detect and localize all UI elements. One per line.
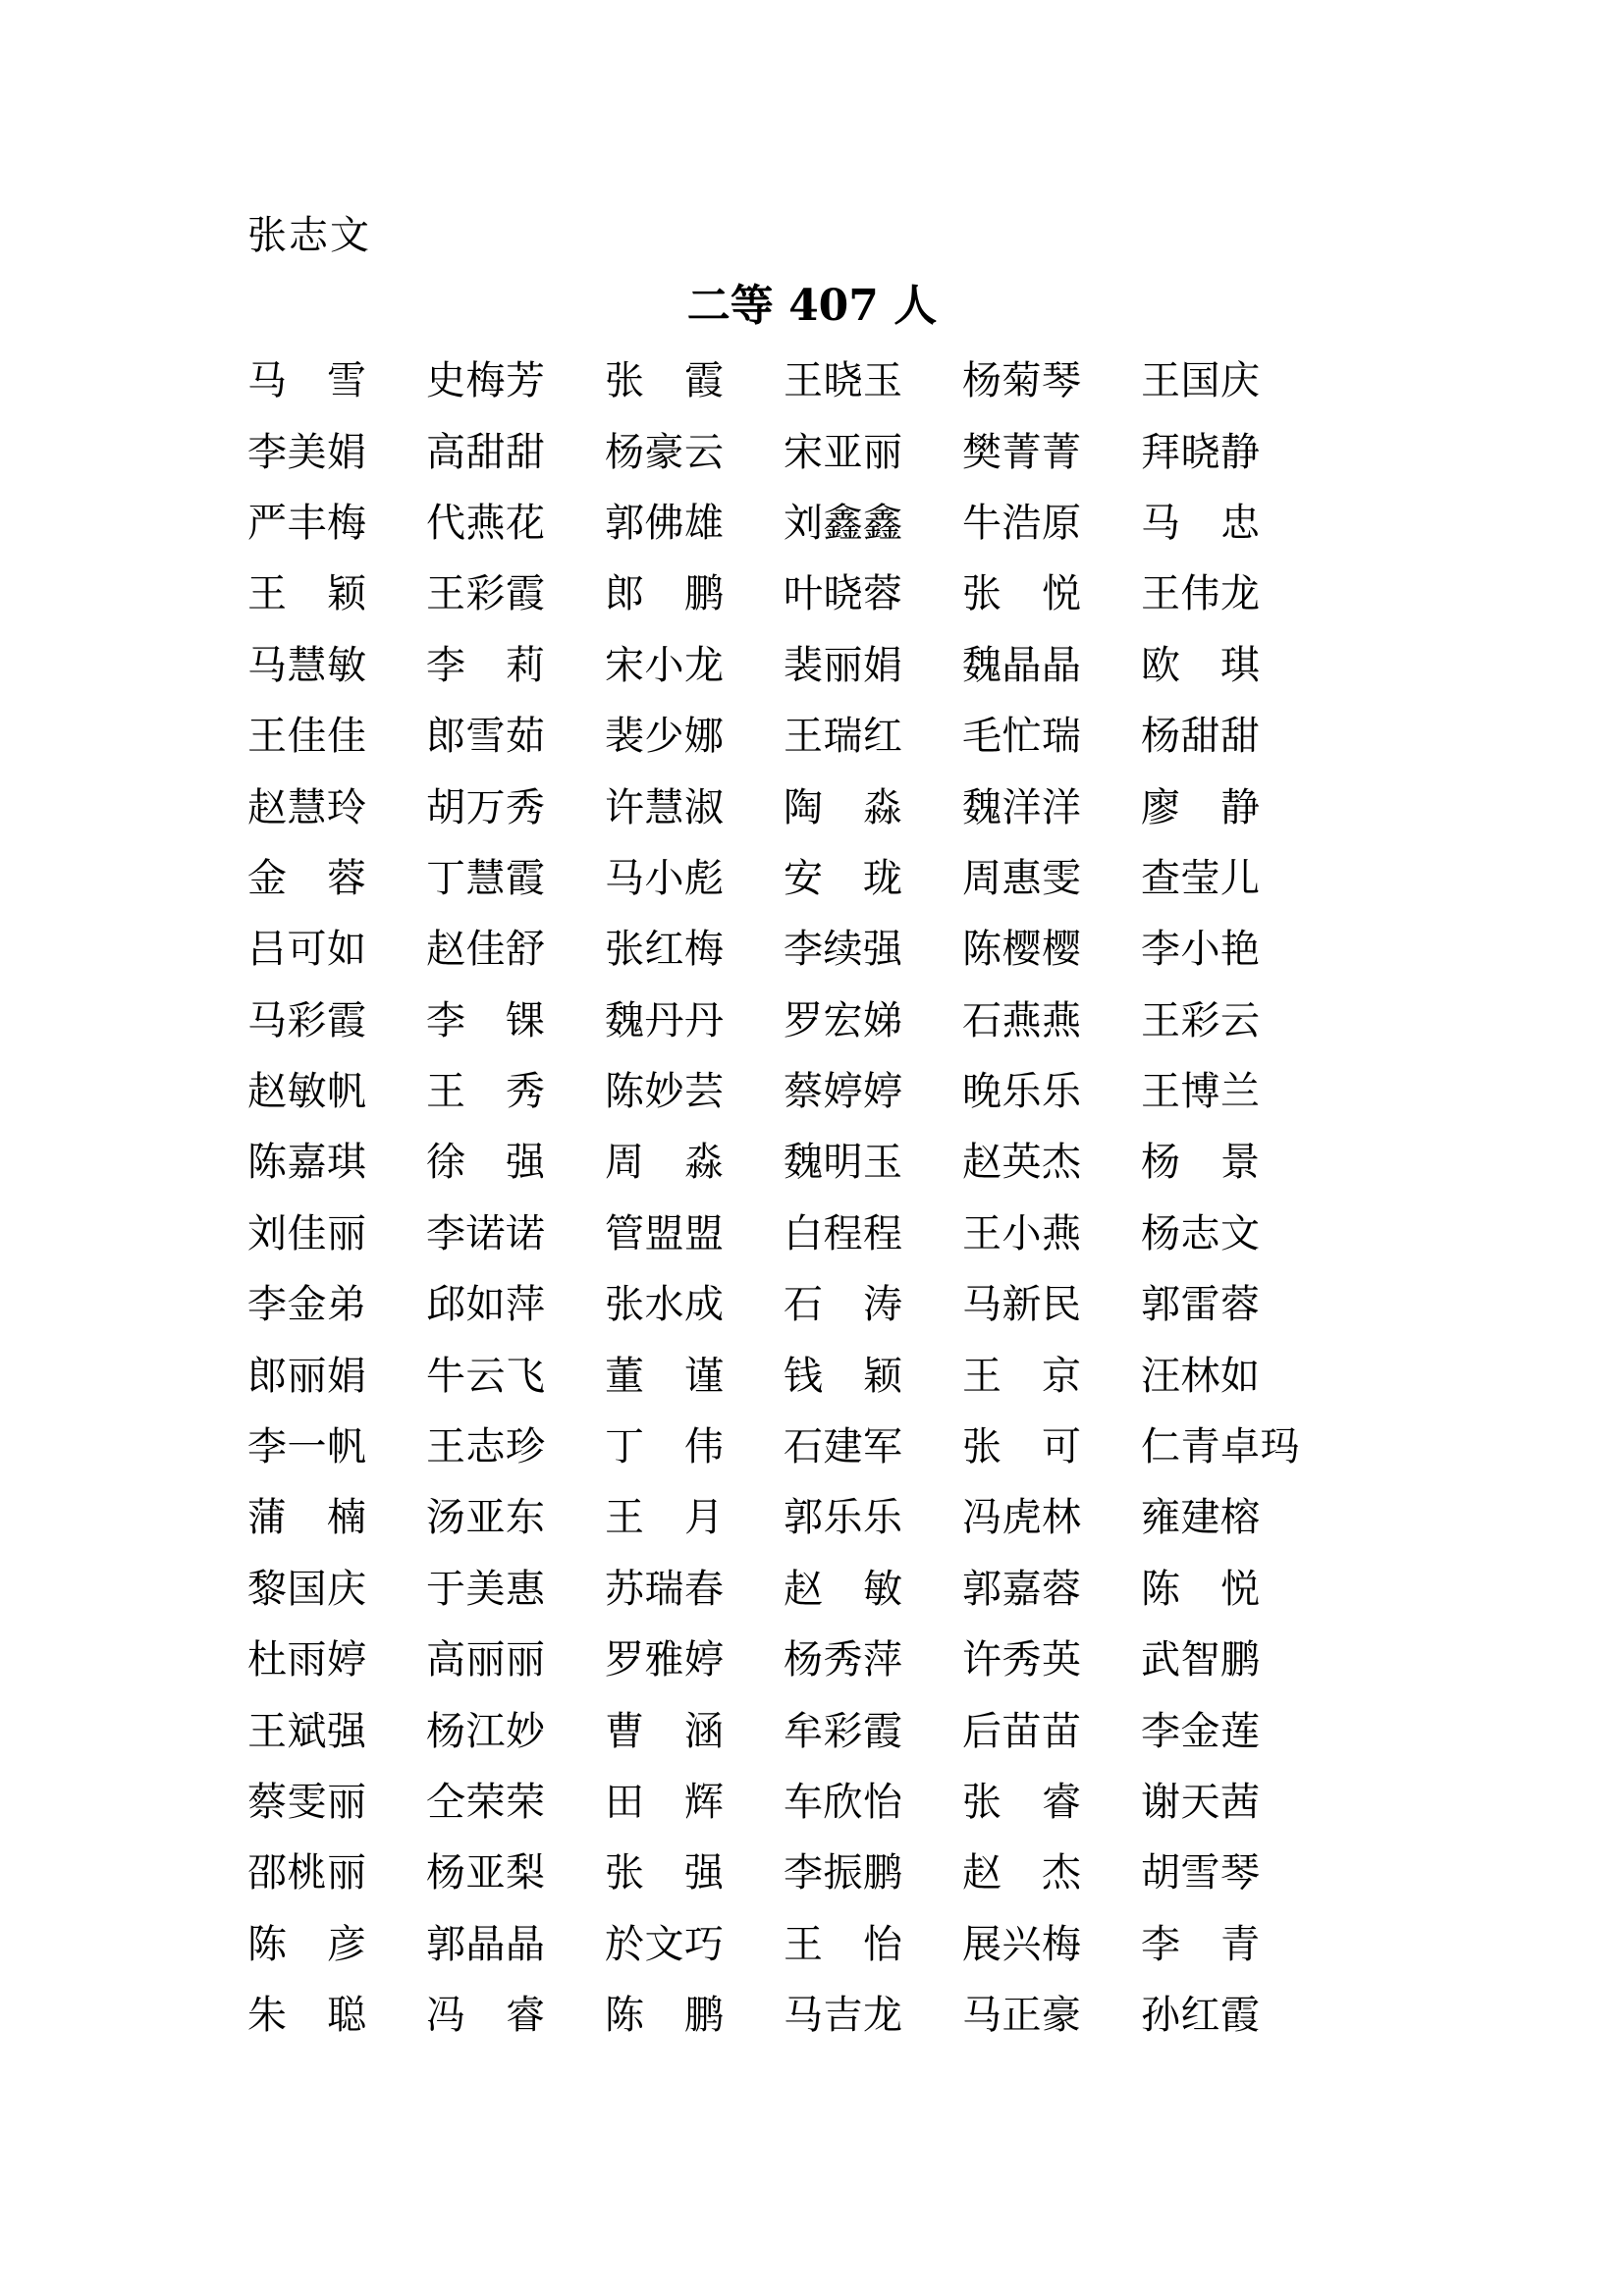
person-name: 谢天茜 bbox=[1141, 1780, 1261, 1825]
person-name: 曹 涵 bbox=[605, 1708, 725, 1754]
roster-row bbox=[247, 559, 1377, 629]
person-name: 李续强 bbox=[784, 927, 903, 973]
person-name: 石燕燕 bbox=[962, 997, 1082, 1043]
person-name: 赵慧玲 bbox=[247, 784, 367, 830]
person-name: 魏晶晶 bbox=[962, 642, 1082, 688]
person-name: 赵英杰 bbox=[962, 1140, 1082, 1186]
section-title: 二等 407 人 bbox=[686, 281, 938, 331]
person-name: 欧 琪 bbox=[1141, 642, 1261, 688]
person-name: 郭乐乐 bbox=[784, 1495, 903, 1541]
person-name: 许秀英 bbox=[962, 1637, 1082, 1683]
person-name: 罗宏娣 bbox=[784, 997, 903, 1043]
person-name: 董 谨 bbox=[605, 1353, 725, 1399]
person-name: 拜晓静 bbox=[1141, 429, 1261, 475]
person-name: 李金弟 bbox=[247, 1282, 367, 1328]
person-name: 张 霞 bbox=[605, 358, 725, 404]
person-name: 陈 彦 bbox=[247, 1921, 367, 1967]
person-name: 於文巧 bbox=[605, 1921, 725, 1967]
person-name: 杜雨婷 bbox=[247, 1637, 367, 1683]
person-name: 高丽丽 bbox=[426, 1637, 546, 1683]
person-name: 周 淼 bbox=[605, 1140, 725, 1186]
roster-row bbox=[247, 986, 1377, 1056]
person-name: 周惠雯 bbox=[962, 855, 1082, 901]
person-name: 王伟龙 bbox=[1141, 571, 1261, 617]
roster-row bbox=[247, 1412, 1377, 1482]
person-name: 蒲 楠 bbox=[247, 1495, 367, 1541]
person-name: 马慧敏 bbox=[247, 642, 367, 688]
person-name: 丁 伟 bbox=[605, 1424, 725, 1470]
person-name: 蔡婷婷 bbox=[784, 1069, 903, 1115]
roster-row bbox=[247, 1909, 1377, 1980]
person-name: 徐 强 bbox=[426, 1140, 546, 1186]
roster-row bbox=[247, 1767, 1377, 1838]
person-name: 白程程 bbox=[784, 1210, 903, 1256]
person-name: 李小艳 bbox=[1141, 927, 1261, 973]
person-name: 王志珍 bbox=[426, 1424, 546, 1470]
person-name: 严丰梅 bbox=[247, 500, 367, 546]
person-name: 郭佛雄 bbox=[605, 500, 725, 546]
person-name: 马 忠 bbox=[1141, 500, 1261, 546]
person-name: 苏瑞春 bbox=[605, 1566, 725, 1612]
person-name: 毛忙瑞 bbox=[962, 714, 1082, 760]
person-name: 杨江妙 bbox=[426, 1708, 546, 1754]
person-name: 武智鹏 bbox=[1141, 1637, 1261, 1683]
roster-row bbox=[247, 488, 1377, 559]
person-name: 王佳佳 bbox=[247, 714, 367, 760]
person-name: 牛浩原 bbox=[962, 500, 1082, 546]
roster-row bbox=[247, 1838, 1377, 1908]
person-name: 赵 杰 bbox=[962, 1850, 1082, 1896]
roster-row bbox=[247, 1127, 1377, 1198]
person-name: 李诺诺 bbox=[426, 1210, 546, 1256]
person-name: 宋亚丽 bbox=[784, 429, 903, 475]
person-name: 车欣怡 bbox=[784, 1780, 903, 1825]
roster-row bbox=[247, 843, 1377, 914]
roster-row bbox=[247, 1056, 1377, 1127]
person-name: 郭嘉蓉 bbox=[962, 1566, 1082, 1612]
name-roster bbox=[247, 346, 1377, 2051]
person-name: 许慧淑 bbox=[605, 784, 725, 830]
person-name: 马新民 bbox=[962, 1282, 1082, 1328]
person-name: 牟彩霞 bbox=[784, 1708, 903, 1754]
person-name: 郭雷蓉 bbox=[1141, 1282, 1261, 1328]
person-name: 王 颖 bbox=[247, 571, 367, 617]
person-name: 李金莲 bbox=[1141, 1708, 1261, 1754]
person-name: 马彩霞 bbox=[247, 997, 367, 1043]
page-header-name: 张志文 bbox=[247, 213, 371, 258]
person-name: 孙红霞 bbox=[1141, 1993, 1261, 2039]
person-name: 张红梅 bbox=[605, 927, 725, 973]
person-name: 王博兰 bbox=[1141, 1069, 1261, 1115]
roster-row bbox=[247, 1199, 1377, 1269]
roster-row bbox=[247, 1625, 1377, 1695]
person-name: 史梅芳 bbox=[426, 358, 546, 404]
roster-row bbox=[247, 1482, 1377, 1553]
person-name: 樊菁菁 bbox=[962, 429, 1082, 475]
person-name: 郎雪茹 bbox=[426, 714, 546, 760]
person-name: 李 青 bbox=[1141, 1921, 1261, 1967]
person-name: 马 雪 bbox=[247, 358, 367, 404]
person-name: 于美惠 bbox=[426, 1566, 546, 1612]
person-name: 杨秀萍 bbox=[784, 1637, 903, 1683]
person-name: 杨 景 bbox=[1141, 1140, 1261, 1186]
person-name: 胡万秀 bbox=[426, 784, 546, 830]
person-name: 杨亚梨 bbox=[426, 1850, 546, 1896]
person-name: 王小燕 bbox=[962, 1210, 1082, 1256]
person-name: 吕可如 bbox=[247, 927, 367, 973]
roster-row bbox=[247, 772, 1377, 842]
person-name: 丁慧霞 bbox=[426, 855, 546, 901]
person-name: 朱 聪 bbox=[247, 1993, 367, 2039]
person-name: 裴丽娟 bbox=[784, 642, 903, 688]
person-name: 陈嘉琪 bbox=[247, 1140, 367, 1186]
person-name: 王瑞红 bbox=[784, 714, 903, 760]
person-name: 张 睿 bbox=[962, 1780, 1082, 1825]
person-name: 蔡雯丽 bbox=[247, 1780, 367, 1825]
person-name: 晚乐乐 bbox=[962, 1069, 1082, 1115]
person-name: 郎丽娟 bbox=[247, 1353, 367, 1399]
person-name: 马正豪 bbox=[962, 1993, 1082, 2039]
roster-row bbox=[247, 1980, 1377, 2051]
person-name: 王国庆 bbox=[1141, 358, 1261, 404]
person-name: 代燕花 bbox=[426, 500, 546, 546]
person-name: 宋小龙 bbox=[605, 642, 725, 688]
person-name: 金 蓉 bbox=[247, 855, 367, 901]
person-name: 管盟盟 bbox=[605, 1210, 725, 1256]
roster-row bbox=[247, 1340, 1377, 1411]
person-name: 王斌强 bbox=[247, 1708, 367, 1754]
roster-row bbox=[247, 1554, 1377, 1625]
person-name: 高甜甜 bbox=[426, 429, 546, 475]
person-name: 查莹儿 bbox=[1141, 855, 1261, 901]
person-name: 仁青卓玛 bbox=[1141, 1424, 1300, 1470]
roster-row bbox=[247, 346, 1377, 416]
person-name: 马小彪 bbox=[605, 855, 725, 901]
person-name: 陈 鹏 bbox=[605, 1993, 725, 2039]
person-name: 杨甜甜 bbox=[1141, 714, 1261, 760]
person-name: 马吉龙 bbox=[784, 1993, 903, 2039]
roster-row bbox=[247, 1695, 1377, 1766]
person-name: 王晓玉 bbox=[784, 358, 903, 404]
person-name: 王 月 bbox=[605, 1495, 725, 1541]
person-name: 刘佳丽 bbox=[247, 1210, 367, 1256]
person-name: 杨豪云 bbox=[605, 429, 725, 475]
person-name: 魏丹丹 bbox=[605, 997, 725, 1043]
person-name: 冯虎林 bbox=[962, 1495, 1082, 1541]
person-name: 王彩霞 bbox=[426, 571, 546, 617]
roster-row bbox=[247, 630, 1377, 701]
person-name: 郎 鹏 bbox=[605, 571, 725, 617]
person-name: 王 怡 bbox=[784, 1921, 903, 1967]
person-name: 杨志文 bbox=[1141, 1210, 1261, 1256]
person-name: 赵佳舒 bbox=[426, 927, 546, 973]
person-name: 魏洋洋 bbox=[962, 784, 1082, 830]
person-name: 黎国庆 bbox=[247, 1566, 367, 1612]
person-name: 叶晓蓉 bbox=[784, 571, 903, 617]
person-name: 杨菊琴 bbox=[962, 358, 1082, 404]
person-name: 陈樱樱 bbox=[962, 927, 1082, 973]
person-name: 李 锞 bbox=[426, 997, 546, 1043]
person-name: 石 涛 bbox=[784, 1282, 903, 1328]
roster-row bbox=[247, 1269, 1377, 1340]
person-name: 陈 悦 bbox=[1141, 1566, 1261, 1612]
person-name: 赵敏帆 bbox=[247, 1069, 367, 1115]
person-name: 张 强 bbox=[605, 1850, 725, 1896]
person-name: 后苗苗 bbox=[962, 1708, 1082, 1754]
person-name: 汪林如 bbox=[1141, 1353, 1261, 1399]
person-name: 仝荣荣 bbox=[426, 1780, 546, 1825]
person-name: 冯 睿 bbox=[426, 1993, 546, 2039]
person-name: 李振鹏 bbox=[784, 1850, 903, 1896]
person-name: 雍建榕 bbox=[1141, 1495, 1261, 1541]
person-name: 陈妙芸 bbox=[605, 1069, 725, 1115]
roster-row bbox=[247, 914, 1377, 985]
person-name: 王 秀 bbox=[426, 1069, 546, 1115]
person-name: 牛云飞 bbox=[426, 1353, 546, 1399]
person-name: 石建军 bbox=[784, 1424, 903, 1470]
person-name: 郭晶晶 bbox=[426, 1921, 546, 1967]
person-name: 王彩云 bbox=[1141, 997, 1261, 1043]
person-name: 李 莉 bbox=[426, 642, 546, 688]
person-name: 田 辉 bbox=[605, 1780, 725, 1825]
person-name: 李一帆 bbox=[247, 1424, 367, 1470]
person-name: 廖 静 bbox=[1141, 784, 1261, 830]
person-name: 魏明玉 bbox=[784, 1140, 903, 1186]
person-name: 胡雪琴 bbox=[1141, 1850, 1261, 1896]
person-name: 刘鑫鑫 bbox=[784, 500, 903, 546]
roster-row bbox=[247, 701, 1377, 772]
person-name: 钱 颖 bbox=[784, 1353, 903, 1399]
roster-row bbox=[247, 416, 1377, 487]
person-name: 展兴梅 bbox=[962, 1921, 1082, 1967]
person-name: 李美娟 bbox=[247, 429, 367, 475]
person-name: 赵 敏 bbox=[784, 1566, 903, 1612]
person-name: 邱如萍 bbox=[426, 1282, 546, 1328]
person-name: 罗雅婷 bbox=[605, 1637, 725, 1683]
person-name: 陶 淼 bbox=[784, 784, 903, 830]
person-name: 张 可 bbox=[962, 1424, 1082, 1470]
person-name: 张水成 bbox=[605, 1282, 725, 1328]
person-name: 王 京 bbox=[962, 1353, 1082, 1399]
person-name: 裴少娜 bbox=[605, 714, 725, 760]
person-name: 汤亚东 bbox=[426, 1495, 546, 1541]
person-name: 邵桃丽 bbox=[247, 1850, 367, 1896]
person-name: 安 珑 bbox=[784, 855, 903, 901]
person-name: 张 悦 bbox=[962, 571, 1082, 617]
